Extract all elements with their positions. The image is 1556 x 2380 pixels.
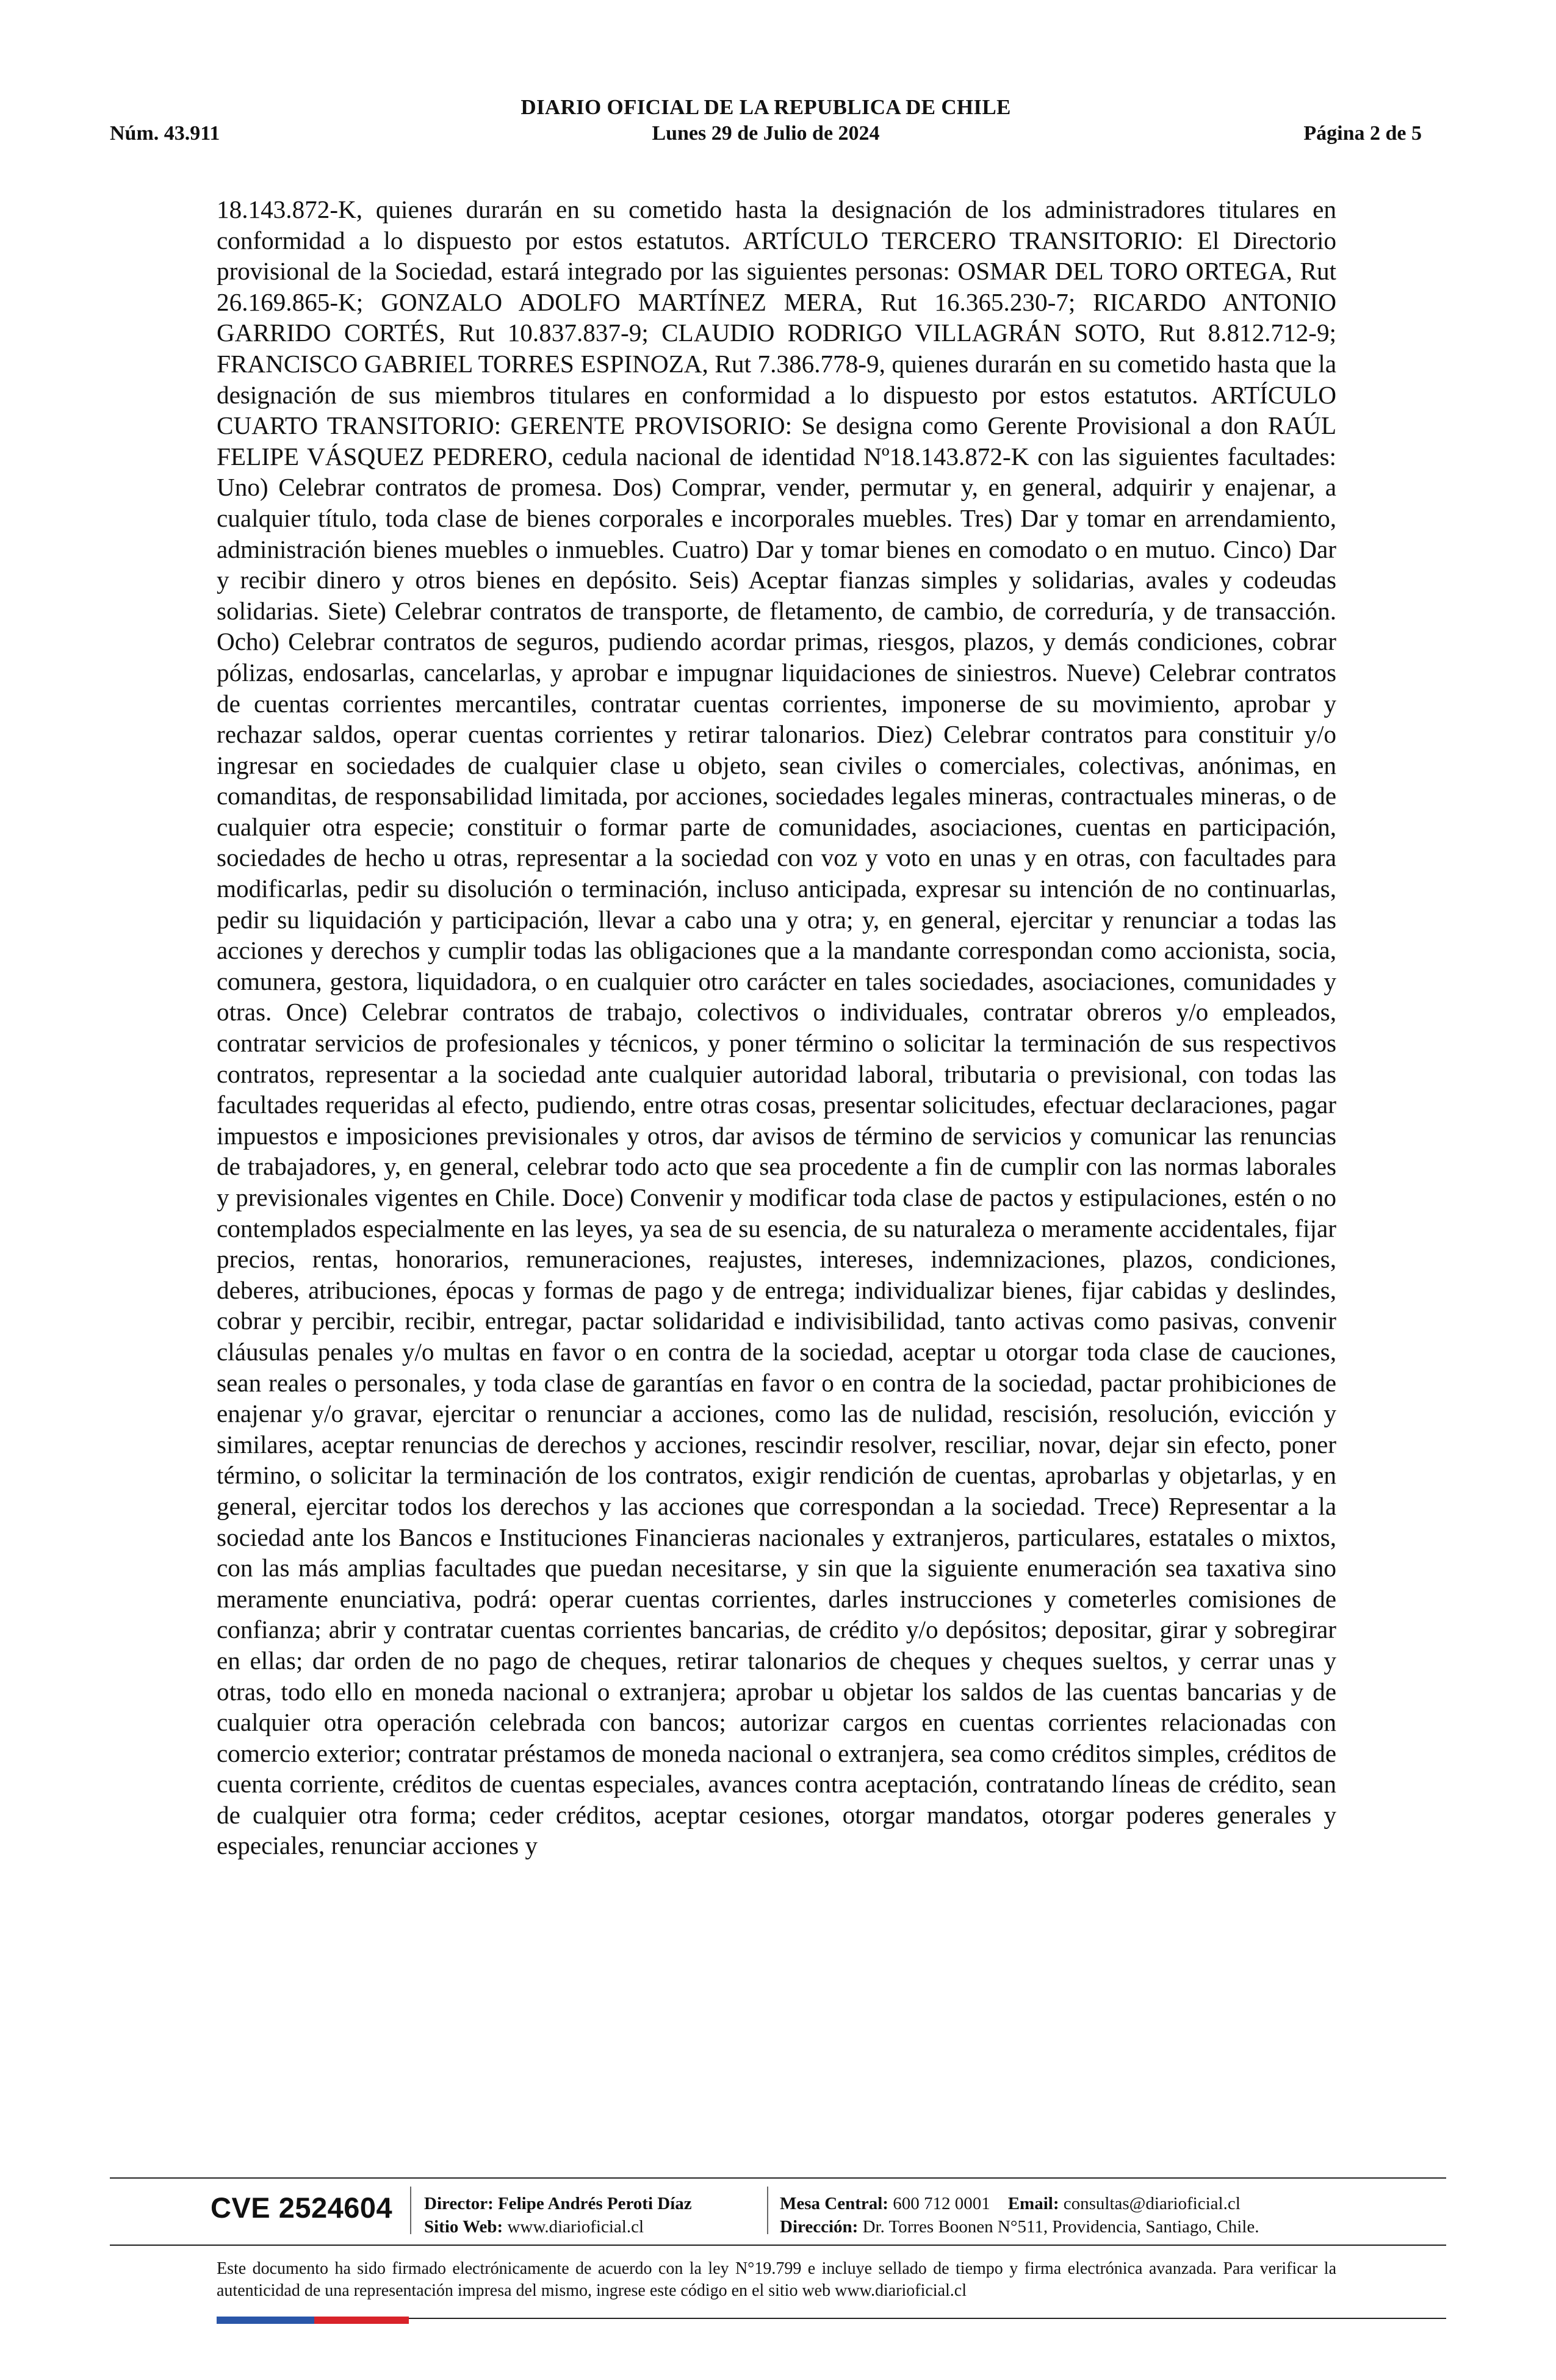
footer-separator bbox=[410, 2187, 411, 2234]
page-number: Página 2 de 5 bbox=[1303, 122, 1422, 145]
footer-bottom-rule bbox=[409, 2318, 1446, 2319]
director-label: Director: bbox=[424, 2194, 494, 2213]
website-label: Sitio Web: bbox=[424, 2217, 503, 2237]
cve-code: CVE 2524604 bbox=[211, 2191, 393, 2224]
address-value: Dr. Torres Boonen N°511, Providencia, Santiago, Chile. bbox=[862, 2217, 1259, 2237]
address-label: Dirección: bbox=[780, 2217, 859, 2237]
footer-contact-block bbox=[780, 2192, 1259, 2238]
issue-number: Núm. 43.911 bbox=[110, 122, 220, 145]
chile-flag-bar bbox=[217, 2317, 409, 2324]
footer-separator bbox=[767, 2187, 768, 2234]
header-meta-row bbox=[110, 122, 1422, 148]
email-label: Email: bbox=[1007, 2194, 1059, 2213]
flag-blue-segment bbox=[217, 2317, 314, 2324]
footer-director-block bbox=[424, 2192, 692, 2238]
footer-middle-rule bbox=[110, 2245, 1446, 2246]
footer-top-rule bbox=[110, 2177, 1446, 2179]
email-link[interactable]: consultas@diarioficial.cl bbox=[1063, 2194, 1241, 2213]
body-paragraph: 18.143.872-K, quienes durarán en su cometido hasta la designación de los administradores titulares en conformidad a lo dispuesto por estos estatutos. ARTÍCULO TERCERO TRANSITORIO: El Directorio provisional de la Sociedad, estará integrado por las siguientes personas: OSMAR DEL TORO ORTEGA, Rut 26.169.865-K; GONZALO ADOLFO MARTÍNEZ MERA, Rut 16.365.230-7; RICARDO ANTONIO GARRIDO CORTÉS, Rut 10.837.837-9; CLAUDIO RODRIGO VILLAGRÁN SOTO, Rut 8.812.712-9; FRANCISCO GABRIEL TORRES ESPINOZA, Rut 7.386.778-9, quienes durarán en su cometido hasta que la designación de sus miembros titulares en conformidad a lo dispuesto por estos estatutos. ARTÍCULO CUARTO TRANSITORIO: GERENTE PROVISORIO: Se designa como Gerente Provisional a don RAÚL FELIPE VÁSQUEZ PEDRERO, cedula nacional de identidad Nº18.143.872-K con las siguientes facultades: Uno) Celebrar contratos de promesa. Dos) Comprar, vender, permutar y, en general, adquirir y enajenar, a cualquier título, toda clase de bienes corporales e incorporales muebles. Tres) Dar y tomar en arrendamiento, administración bienes muebles o inmuebles. Cuatro) Dar y tomar bienes en comodato o en mutuo. Cinco) Dar y recibir dinero y otros bienes en depósito. Seis) Aceptar fianzas simples y solidarias, avales y codeudas solidarias. Siete) Celebrar contratos de transporte, de fletamento, de cambio, de correduría, y de transacción. Ocho) Celebrar contratos de seguros, pudiendo acordar primas, riesgos, plazos, y demás condiciones, cobrar pólizas, endosarlas, cancelarlas, y aprobar e impugnar liquidaciones de siniestros. Nueve) Celebrar contratos de cuentas corrientes mercantiles, contratar cuentas corrientes, imponerse de su movimiento, aprobar y rechazar saldos, operar cuentas corrientes y retirar talonarios. Diez) Celebrar contratos para constituir y/o ingresar en sociedades de cualquier clase u objeto, sean civiles o comerciales, colectivas, anónimas, en comanditas, de responsabilidad limitada, por acciones, sociedades legales mineras, contractuales mineras, o de cualquier otra especie; constituir o formar parte de comunidades, asociaciones, cuentas en participación, sociedades de hecho u otras, representar a la sociedad con voz y voto en unas y en otras, con facultades para modificarlas, pedir su disolución o terminación, incluso anticipada, expresar su intención de no continuarlas, pedir su liquidación y participación, llevar a cabo una y otra; y, en general, ejercitar y renunciar a todas las acciones y derechos y cumplir todas las obligaciones que a la mandante correspondan como accionista, socia, comunera, gestora, liquidadora, o en cualquier otro carácter en tales sociedades, asociaciones, comunidades y otras. Once) Celebrar contratos de trabajo, colectivos o individuales, contratar obreros y/o empleados, contratar servicios de profesionales y técnicos, y poner término o solicitar la terminación de sus respectivos contratos, representar a la sociedad ante cualquier autoridad laboral, tributaria o previsional, con todas las facultades requeridas al efecto, pudiendo, entre otras cosas, presentar solicitudes, efectuar declaraciones, pagar impuestos e imposiciones previsionales y otros, dar avisos de término de servicios y comunicar las renuncias de trabajadores, y, en general, celebrar todo acto que sea procedente a fin de cumplir con las normas laborales y previsionales vigentes en Chile. Doce) Convenir y modificar toda clase de pactos y estipulaciones, estén o no contemplados especialmente en las leyes, ya sea de su esencia, de su naturaleza o meramente accidentales, fijar precios, rentas, honorarios, remuneraciones, reajustes, intereses, indemnizaciones, plazos, condiciones, deberes, atribuciones, épocas y formas de pago y de entrega; individualizar bienes, fijar cabidas y deslindes, cobrar y percibir, recibir, entregar, pactar solidaridad e indivisibilidad, tanto activas como pasivas, convenir cláusulas penales y/o multas en favor o en contra de la sociedad, aceptar u otorgar toda clase de cauciones, sean reales o personales, y toda clase de garantías en favor o en contra de la sociedad, pactar prohibiciones de enajenar y/o gravar, ejercitar o renunciar a acciones, como las de nulidad, rescisión, resolución, evicción y similares, aceptar renuncias de derechos y acciones, rescindir resolver, resciliar, novar, dejar sin efecto, poner término, o solicitar la terminación de los contratos, exigir rendición de cuentas, aprobarlas y objetarlas, y en general, ejercitar todos los derechos y las acciones que correspondan a la sociedad. Trece) Representar a la sociedad ante los Bancos e Instituciones Financieras nacionales y extranjeros, particulares, estatales o mixtos, con las más amplias facultades que puedan necesitarse, y sin que la siguiente enumeración sea taxativa sino meramente enunciativa, podrá: operar cuentas corrientes, darles instrucciones y cometerles comisiones de confianza; abrir y contratar cuentas corrientes bancarias, de crédito y/o depósitos; depositar, girar y sobregirar en ellas; dar orden de no pago de cheques, retirar talonarios de cheques y cheques sueltos, y cerrar unas y otras, todo ello en moneda nacional o extranjera; aprobar u objetar los saldos de las cuentas bancarias y de cualquier otra operación celebrada con bancos; autorizar cargos en cuentas corrientes relacionadas con comercio exterior; contratar préstamos de moneda nacional o extranjera, sea como créditos simples, créditos de cuenta corriente, créditos de cuentas especiales, avances contra aceptación, contratando líneas de crédito, sean de cualquier otra forma; ceder créditos, aceptar cesiones, otorgar mandatos, otorgar poderes generales y especiales, renunciar acciones y bbox=[217, 195, 1336, 1860]
page-header bbox=[110, 95, 1422, 150]
phone-value: 600 712 0001 bbox=[893, 2194, 990, 2213]
phone-label: Mesa Central: bbox=[780, 2194, 888, 2213]
issue-date: Lunes 29 de Julio de 2024 bbox=[652, 122, 880, 145]
newspaper-title: DIARIO OFICIAL DE LA REPUBLICA DE CHILE bbox=[520, 95, 1011, 119]
director-name: Felipe Andrés Peroti Díaz bbox=[498, 2194, 692, 2213]
flag-red-segment bbox=[314, 2317, 409, 2324]
legal-notice: Este documento ha sido firmado electrónicamente de acuerdo con la ley N°19.799 e incluye sellado de tiempo y firma electrónica avanzada. Para verificar la autenticidad de una representación impresa del mismo, ingrese este código en el sitio web www.diarioficial.cl bbox=[217, 2259, 1336, 2300]
website-link[interactable]: www.diarioficial.cl bbox=[507, 2217, 644, 2237]
document-body bbox=[217, 194, 1336, 1861]
